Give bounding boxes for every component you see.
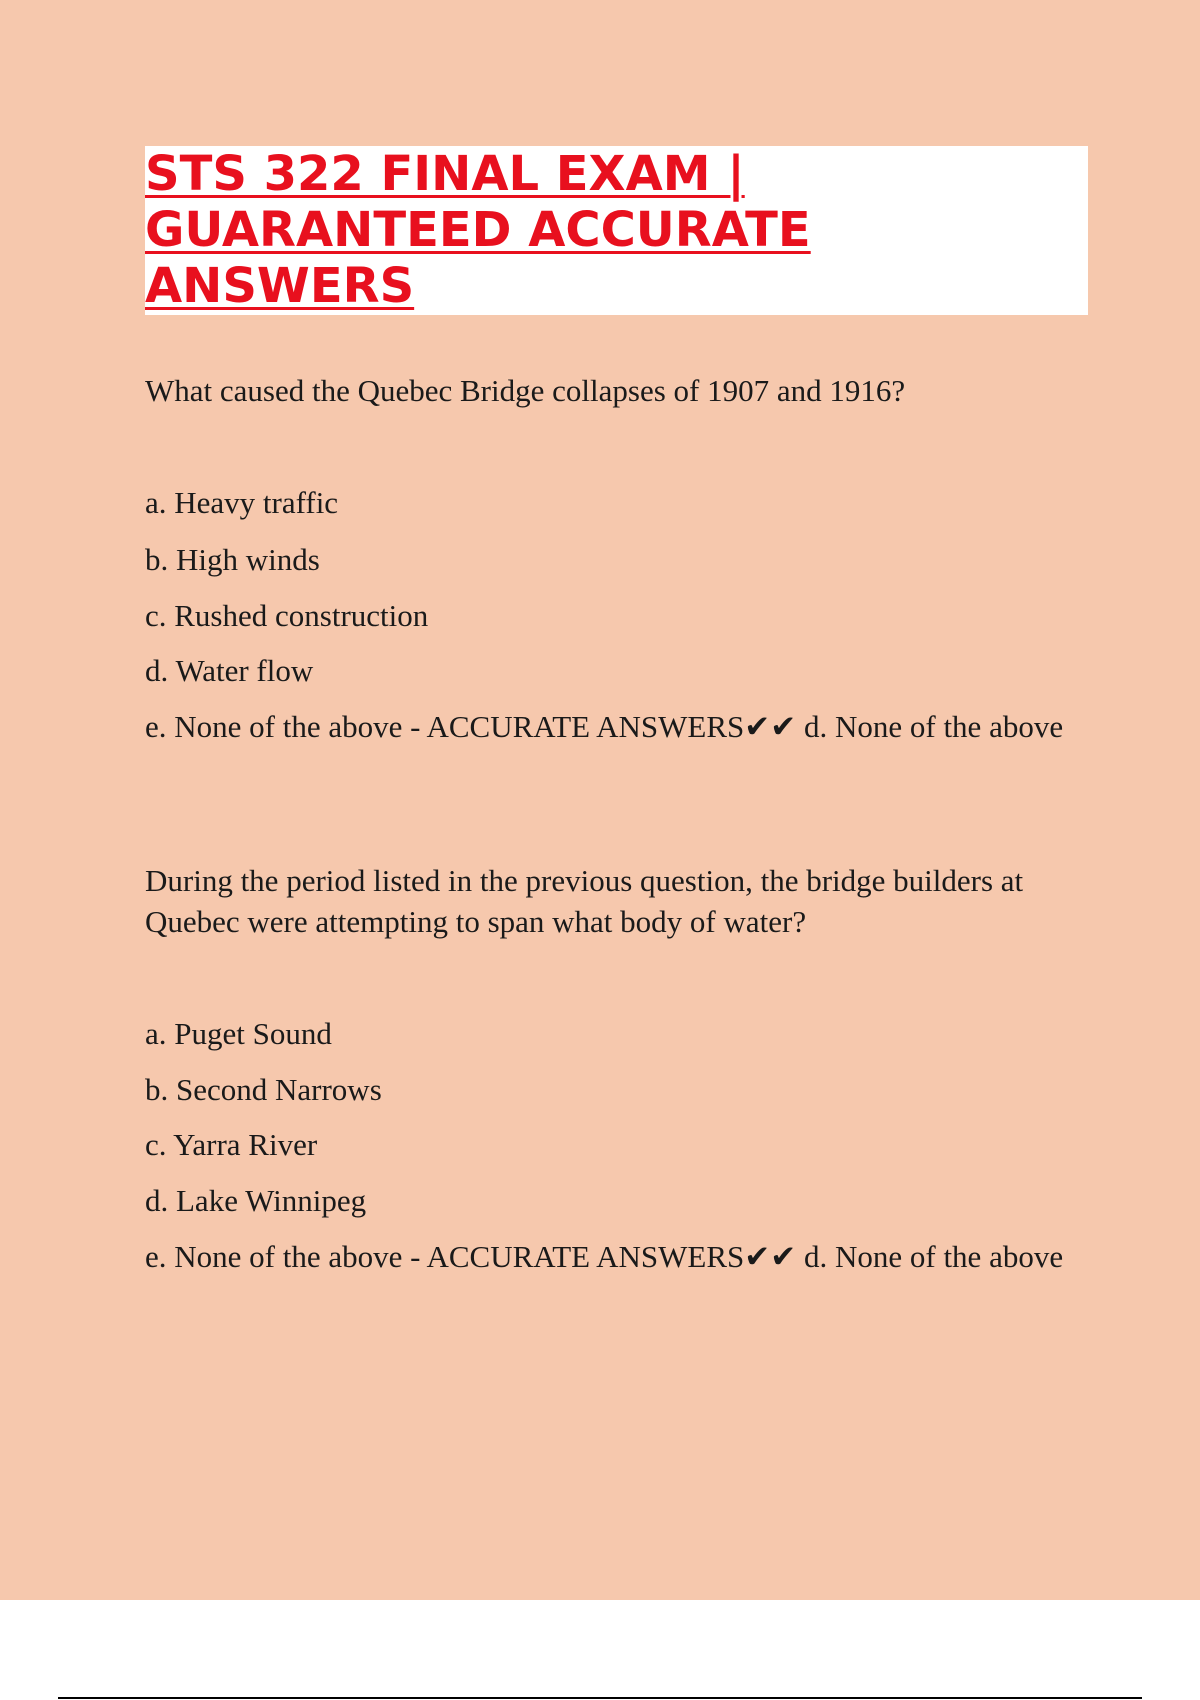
question-2-option-e: e. None of the above - ACCURATE ANSWERS✔✔ d. None of the above [145, 1239, 1064, 1274]
question-1-option-a: a. Heavy traffic [145, 485, 339, 520]
footer-rule [58, 1697, 1142, 1699]
question-1-option-b: b. High winds [145, 542, 320, 577]
question-2-option-d: d. Lake Winnipeg [145, 1183, 367, 1218]
question-1-prompt: What caused the Quebec Bridge collapses of 1907 and 1916? [145, 373, 906, 408]
question-1-option-c: c. Rushed construction [145, 598, 429, 633]
question-2-option-b: b. Second Narrows [145, 1072, 382, 1107]
page-title: STS 322 FINAL EXAM | GUARANTEED ACCURATE ANSWERS [145, 146, 811, 314]
question-2-prompt: During the period listed in the previous question, the bridge builders at Quebec were attempting to span what body of water? [145, 863, 1024, 939]
question-2-option-a: a. Puget Sound [145, 1016, 332, 1051]
title-box [145, 146, 1088, 315]
question-2-option-c: c. Yarra River [145, 1127, 318, 1162]
question-1-option-e: e. None of the above - ACCURATE ANSWERS✔✔ d. None of the above [145, 709, 1064, 744]
question-1-option-d: d. Water flow [145, 653, 314, 688]
